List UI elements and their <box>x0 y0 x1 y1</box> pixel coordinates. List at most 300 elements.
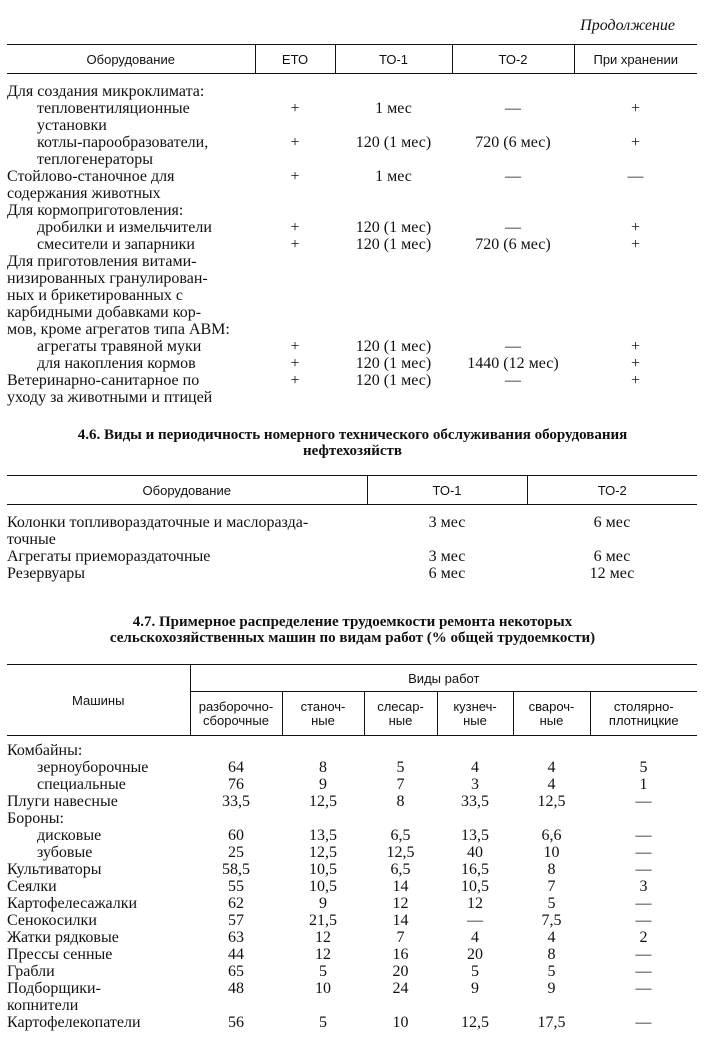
cell-value <box>255 74 335 101</box>
column-header: При хранении <box>574 45 697 74</box>
cell-value <box>190 810 282 827</box>
column-header: ТО-2 <box>452 45 574 74</box>
cell-value: 4 <box>547 759 556 776</box>
cell-value: 10 <box>543 844 560 861</box>
cell-value: 16,5 <box>461 861 489 878</box>
cell-value <box>255 270 335 287</box>
cell-value: 7 <box>396 776 405 793</box>
cell-value: 4 <box>547 776 556 793</box>
cell-value: 5 <box>547 963 556 980</box>
cell-value: 3 <box>471 776 479 793</box>
machine-name: дисковые <box>37 827 102 844</box>
table-row <box>7 151 697 168</box>
cell-value: 7 <box>547 878 556 895</box>
cell-value: 5 <box>639 759 648 776</box>
cell-value <box>513 736 590 760</box>
equipment-name: Для кормоприготовления: <box>7 202 184 219</box>
table-row <box>7 878 697 895</box>
cell-value: 120 (1 мес) <box>355 219 432 236</box>
cell-value: 8 <box>396 793 405 810</box>
cell-value: 3 мес <box>428 514 466 531</box>
header-line: сборочные <box>203 712 269 728</box>
cell-value: 8 <box>547 861 556 878</box>
cell-value: 63 <box>228 929 244 946</box>
machine-name: Сенокосилки <box>7 912 97 929</box>
cell-value: + <box>290 236 300 253</box>
column-header <box>590 692 697 736</box>
cell-value: 4 <box>471 929 479 946</box>
cell-value <box>574 304 697 321</box>
cell-value: 12 <box>315 946 331 963</box>
table-title <box>0 614 705 646</box>
cell-value <box>255 253 335 270</box>
cell-value: 1 <box>639 776 648 793</box>
cell-value: + <box>290 338 300 355</box>
cell-value: 48 <box>228 980 244 997</box>
table-row <box>7 1014 697 1031</box>
header-line: разборочно- <box>198 698 274 714</box>
column-header: Машины <box>7 665 190 736</box>
cell-value: 12,5 <box>537 793 566 810</box>
cell-value: 57 <box>228 912 244 929</box>
cell-value <box>513 810 590 827</box>
equipment-name: теплогенераторы <box>37 151 153 168</box>
cell-value: 2 <box>639 929 648 946</box>
equipment-name: содержания животных <box>7 185 161 202</box>
column-header: Оборудование <box>7 45 255 74</box>
cell-value: 12,5 <box>309 793 337 810</box>
cell-value: 10,5 <box>309 861 337 878</box>
cell-value: + <box>630 100 641 117</box>
cell-value: + <box>630 355 641 372</box>
cell-value: + <box>630 338 641 355</box>
cell-value <box>255 389 335 406</box>
table-row <box>7 929 697 946</box>
equipment-name: ных и брикетированных с <box>7 287 184 304</box>
header-line: плотницкие <box>608 712 679 728</box>
table-row <box>7 372 697 389</box>
cell-value: 5 <box>319 1014 327 1031</box>
equipment-name: котлы-парообразователи, <box>37 134 209 151</box>
cell-value: 120 (1 мес) <box>355 372 432 389</box>
cell-value: 33,5 <box>461 793 489 810</box>
cell-value: 120 (1 мес) <box>355 338 432 355</box>
machine-name: Жатки рядковые <box>7 929 119 946</box>
cell-value: 14 <box>392 912 409 929</box>
cell-value: 33,5 <box>222 793 250 810</box>
cell-value <box>590 736 697 760</box>
cell-value: 20 <box>467 946 483 963</box>
cell-value <box>574 151 697 168</box>
equipment-name: смесители и запарники <box>37 236 195 253</box>
column-header: ТО-1 <box>367 476 527 505</box>
table-row <box>7 168 697 185</box>
header-line: ные <box>388 712 413 728</box>
cell-value <box>452 253 574 270</box>
title-line: 4.6. Виды и периодичность номерного технического обслуживания оборудования <box>77 427 628 443</box>
cell-value: 16 <box>392 946 409 963</box>
cell-value <box>335 253 452 270</box>
equipment-name: Ветеринарно-санитарное по <box>7 372 200 389</box>
cell-value <box>282 997 364 1014</box>
oil-facility-maintenance-table <box>7 475 697 582</box>
column-header: ЕТО <box>255 45 335 74</box>
cell-value: 4 <box>471 759 479 776</box>
cell-value: — <box>505 338 521 355</box>
machine-name: Комбайны: <box>7 742 83 759</box>
table-row <box>7 776 697 793</box>
cell-value: 62 <box>228 895 244 912</box>
cell-value: 6,5 <box>390 827 411 844</box>
cell-value <box>255 151 335 168</box>
cell-value <box>364 736 437 760</box>
table-header-row <box>7 476 697 505</box>
cell-value <box>452 185 574 202</box>
cell-value: + <box>290 100 300 117</box>
cell-value: 3 мес <box>428 548 466 565</box>
cell-value <box>574 287 697 304</box>
cell-value <box>452 270 574 287</box>
cell-value <box>437 736 513 760</box>
table-row <box>7 134 697 151</box>
cell-value: 1 мес <box>375 168 412 185</box>
equipment-name: установки <box>37 117 107 134</box>
header-line: столярно- <box>613 698 674 714</box>
table-header-row <box>7 665 697 692</box>
equipment-name: Для создания микроклимата: <box>7 83 205 100</box>
table-row <box>7 355 697 372</box>
cell-value <box>574 202 697 219</box>
cell-value: + <box>290 219 300 236</box>
column-header: ТО-2 <box>527 476 697 505</box>
cell-value: 25 <box>228 844 244 861</box>
table-row <box>7 963 697 980</box>
cell-value <box>513 997 590 1014</box>
machine-name: копнители <box>7 997 79 1014</box>
cell-value: 64 <box>228 759 244 776</box>
cell-value <box>335 74 452 101</box>
cell-value <box>590 810 697 827</box>
cell-value: — <box>635 827 652 844</box>
cell-value <box>255 185 335 202</box>
cell-value <box>452 389 574 406</box>
column-header: ТО-1 <box>335 45 452 74</box>
cell-value: 120 (1 мес) <box>355 134 432 151</box>
cell-value <box>335 321 452 338</box>
table-row <box>7 759 697 776</box>
cell-value <box>255 321 335 338</box>
cell-value <box>335 202 452 219</box>
cell-value: 7 <box>396 929 405 946</box>
cell-value: 12 мес <box>589 565 635 582</box>
table-row <box>7 74 697 101</box>
equipment-name: карбидными добавками кор- <box>7 304 202 321</box>
group-header: Виды работ <box>190 665 697 692</box>
cell-value: 40 <box>467 844 483 861</box>
cell-value <box>452 202 574 219</box>
header-line: кузнеч- <box>453 698 497 714</box>
cell-value: 6,6 <box>541 827 562 844</box>
header-line: ные <box>311 712 335 728</box>
cell-value <box>574 117 697 134</box>
cell-value: — <box>635 912 652 929</box>
machine-name: Культиваторы <box>7 861 102 878</box>
cell-value: 56 <box>228 1014 244 1031</box>
cell-value <box>282 810 364 827</box>
cell-value: 12 <box>467 895 483 912</box>
cell-value: 12,5 <box>386 844 415 861</box>
cell-value <box>574 389 697 406</box>
table-row <box>7 505 697 532</box>
cell-value <box>282 736 364 760</box>
cell-value: — <box>635 861 652 878</box>
cell-value: — <box>505 219 521 236</box>
cell-value: + <box>630 219 641 236</box>
table-row <box>7 997 697 1014</box>
repair-labor-distribution-table <box>7 664 697 1031</box>
cell-value <box>574 253 697 270</box>
cell-value <box>255 117 335 134</box>
cell-value: 5 <box>396 759 405 776</box>
cell-value: 13,5 <box>461 827 489 844</box>
cell-value <box>335 304 452 321</box>
column-header <box>437 692 513 736</box>
cell-value: — <box>635 844 652 861</box>
cell-value: + <box>290 355 300 372</box>
cell-value: 17,5 <box>537 1014 566 1031</box>
cell-value <box>527 531 697 548</box>
cell-value <box>574 270 697 287</box>
cell-value <box>452 74 574 101</box>
cell-value: — <box>627 168 644 185</box>
cell-value <box>190 736 282 760</box>
cell-value: + <box>630 236 641 253</box>
equipment-name: Агрегаты приемораздаточные <box>7 548 211 565</box>
cell-value <box>364 810 437 827</box>
column-header <box>282 692 364 736</box>
table-row <box>7 219 697 236</box>
cell-value: 9 <box>319 895 327 912</box>
title-line: сельскохозяйственных машин по видам работ (% общей трудоемкости) <box>109 630 596 646</box>
cell-value <box>574 185 697 202</box>
cell-value: — <box>505 100 521 117</box>
cell-value: — <box>635 946 652 963</box>
cell-value: 12 <box>392 895 409 912</box>
cell-value <box>335 151 452 168</box>
cell-value <box>255 202 335 219</box>
cell-value: 1 мес <box>375 100 412 117</box>
cell-value <box>452 151 574 168</box>
cell-value: 12 <box>315 929 331 946</box>
equipment-name: для накопления кормов <box>37 355 196 372</box>
title-line: нефтехозяйств <box>303 443 402 459</box>
title-line: 4.7. Примерное распределение трудоемкости ремонта некоторых <box>132 614 573 630</box>
equipment-name: точные <box>7 531 56 548</box>
cell-value: — <box>505 168 521 185</box>
cell-value: 9 <box>319 776 327 793</box>
cell-value <box>367 531 527 548</box>
equipment-name: низированных гранулирован- <box>7 270 208 287</box>
cell-value: 6 мес <box>593 514 631 531</box>
cell-value <box>452 304 574 321</box>
cell-value <box>190 997 282 1014</box>
cell-value <box>437 810 513 827</box>
cell-value: 60 <box>228 827 244 844</box>
cell-value: 12,5 <box>461 1014 489 1031</box>
cell-value: 10,5 <box>309 878 337 895</box>
machine-name: зерноуборочные <box>37 759 149 776</box>
table-row <box>7 287 697 304</box>
cell-value: — <box>635 895 652 912</box>
cell-value: 7,5 <box>541 912 562 929</box>
equipment-name: Колонки топливораздаточные и маслоразда- <box>7 514 309 531</box>
table-row <box>7 338 697 355</box>
machine-name: зубовые <box>37 844 93 861</box>
cell-value: 3 <box>639 878 648 895</box>
cell-value: + <box>290 372 300 389</box>
table-row <box>7 185 697 202</box>
table-row <box>7 912 697 929</box>
cell-value: 9 <box>471 980 479 997</box>
cell-value <box>335 270 452 287</box>
cell-value: 120 (1 мес) <box>355 236 432 253</box>
table-row <box>7 236 697 253</box>
column-header <box>364 692 437 736</box>
table-row <box>7 321 697 338</box>
table-row <box>7 827 697 844</box>
cell-value <box>452 287 574 304</box>
cell-value: 6 мес <box>428 565 466 582</box>
cell-value: — <box>635 1014 652 1031</box>
cell-value: + <box>290 134 300 151</box>
header-line: слесар- <box>377 698 424 714</box>
cell-value: 10 <box>392 1014 409 1031</box>
cell-value: — <box>635 980 652 997</box>
continuation-label: Продолжение <box>580 17 675 34</box>
cell-value: 13,5 <box>309 827 337 844</box>
machine-name: Картофелекопатели <box>7 1014 141 1031</box>
cell-value: 8 <box>319 759 327 776</box>
column-header <box>513 692 590 736</box>
cell-value: 10 <box>315 980 331 997</box>
cell-value: — <box>505 372 521 389</box>
table-title <box>0 427 705 459</box>
cell-value: + <box>630 372 641 389</box>
cell-value: 5 <box>547 895 556 912</box>
cell-value: 14 <box>392 878 409 895</box>
machine-name: Картофелесажалки <box>7 895 138 912</box>
cell-value: 720 (6 мес) <box>475 134 551 151</box>
table-row <box>7 844 697 861</box>
table-row <box>7 810 697 827</box>
cell-value: + <box>630 134 641 151</box>
cell-value: — <box>635 963 652 980</box>
equipment-name: агрегаты травяной муки <box>37 338 202 355</box>
cell-value: 9 <box>547 980 556 997</box>
header-line: станоч- <box>300 698 346 714</box>
cell-value: 5 <box>471 963 479 980</box>
cell-value: 5 <box>319 963 327 980</box>
table-row <box>7 565 697 582</box>
cell-value: 76 <box>228 776 244 793</box>
cell-value: 65 <box>228 963 244 980</box>
equipment-name: уходу за животными и птицей <box>7 389 213 406</box>
cell-value: 20 <box>392 963 409 980</box>
cell-value: 720 (6 мес) <box>475 236 551 253</box>
column-header <box>190 692 282 736</box>
cell-value <box>574 74 697 101</box>
table-row <box>7 270 697 287</box>
machine-name: Бороны: <box>7 810 64 827</box>
cell-value: + <box>290 168 300 185</box>
cell-value: 1440 (12 мес) <box>467 355 559 372</box>
machine-name: Подборщики- <box>7 980 101 997</box>
cell-value: 21,5 <box>309 912 337 929</box>
table-row <box>7 548 697 565</box>
machine-name: Грабли <box>7 963 55 980</box>
table-header-row <box>7 45 697 74</box>
cell-value: — <box>467 912 483 929</box>
cell-value: 44 <box>228 946 244 963</box>
cell-value <box>364 997 437 1014</box>
header-line: ные <box>539 712 564 728</box>
cell-value: 6 мес <box>593 548 631 565</box>
header-line: свароч- <box>528 698 575 714</box>
table-row <box>7 793 697 810</box>
machine-name: Сеялки <box>7 878 57 895</box>
equipment-name: Резервуары <box>7 565 86 582</box>
table-row <box>7 946 697 963</box>
cell-value <box>335 287 452 304</box>
equipment-name: дробилки и измельчители <box>37 219 212 236</box>
table-row <box>7 100 697 117</box>
equipment-name: Для приготовления витами- <box>7 253 197 270</box>
table-row <box>7 895 697 912</box>
cell-value <box>574 321 697 338</box>
table-row <box>7 202 697 219</box>
cell-value <box>335 389 452 406</box>
cell-value <box>452 321 574 338</box>
table-row <box>7 253 697 270</box>
cell-value <box>335 185 452 202</box>
cell-value: 58,5 <box>222 861 250 878</box>
table-row <box>7 736 697 760</box>
equipment-maintenance-table <box>7 44 697 406</box>
table-row <box>7 117 697 134</box>
column-header: Оборудование <box>7 476 367 505</box>
cell-value: — <box>635 793 652 810</box>
cell-value <box>255 287 335 304</box>
equipment-name: тепловентиляционные <box>37 100 190 117</box>
cell-value <box>437 997 513 1014</box>
machine-name: Плуги навесные <box>7 793 118 810</box>
cell-value: 6,5 <box>390 861 411 878</box>
table-row <box>7 304 697 321</box>
equipment-name: мов, кроме агрегатов типа АВМ: <box>7 321 230 338</box>
machine-name: специальные <box>37 776 126 793</box>
cell-value <box>452 117 574 134</box>
equipment-name: Стойлово-станочное для <box>7 168 175 185</box>
cell-value: 55 <box>228 878 244 895</box>
table-row <box>7 861 697 878</box>
cell-value: 12,5 <box>309 844 337 861</box>
cell-value: 120 (1 мес) <box>355 355 432 372</box>
header-line: ные <box>463 712 487 728</box>
cell-value: 24 <box>392 980 409 997</box>
cell-value: 8 <box>547 946 556 963</box>
cell-value <box>255 304 335 321</box>
table-row <box>7 531 697 548</box>
